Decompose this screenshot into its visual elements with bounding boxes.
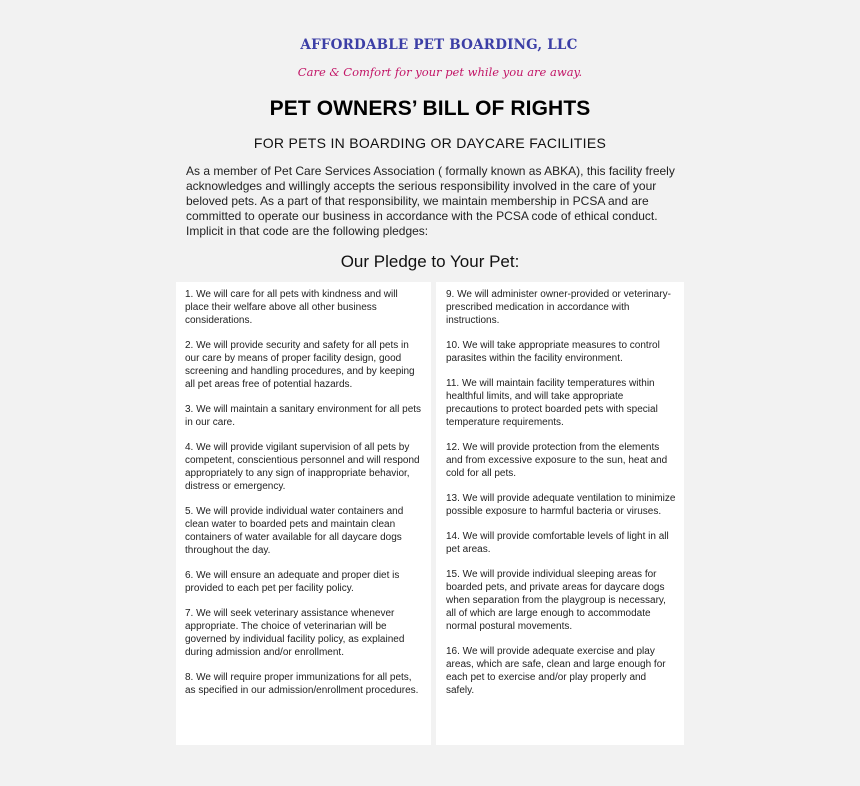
pledge-column-left bbox=[176, 282, 431, 745]
pledge-item: 11. We will maintain facility temperatures within healthful limits, and will take appropriate precautions to protect boarded pets with special temperature requirements. bbox=[446, 378, 658, 428]
pledge-column-right bbox=[436, 282, 684, 745]
document-title: PET OWNERS’ BILL OF RIGHTS bbox=[269, 97, 591, 120]
pledge-item: 15. We will provide individual sleeping areas for boarded pets, and private areas for daycare dogs when separation from the playgroup is necessary, all of which are large enough to accommodate normal postural movements. bbox=[446, 569, 666, 632]
pledge-item: 16. We will provide adequate exercise and play areas, which are safe, clean and large enough for each pet to exercise and/or play properly and safely. bbox=[446, 646, 666, 696]
pledge-item: 6. We will ensure an adequate and proper diet is provided to each pet per facility policy. bbox=[185, 570, 400, 594]
pledge-item: 9. We will administer owner-provided or veterinary-prescribed medication in accordance with instructions. bbox=[446, 289, 671, 326]
pledge-item: 8. We will require proper immunizations for all pets, as specified in our admission/enrollment procedures. bbox=[185, 672, 419, 696]
pledge-item: 10. We will take appropriate measures to control parasites within the facility environment. bbox=[446, 340, 660, 364]
pledge-item: 1. We will care for all pets with kindness and will place their welfare above all other business considerations. bbox=[185, 289, 398, 326]
pledge-heading: Our Pledge to Your Pet: bbox=[340, 252, 520, 271]
pledge-item: 3. We will maintain a sanitary environment for all pets in our care. bbox=[185, 404, 422, 428]
pledge-item: 12. We will provide protection from the elements and from excessive exposure to the sun, heat and cold for all pets. bbox=[446, 442, 668, 479]
pledge-item: 4. We will provide vigilant supervision of all pets by competent, conscientious personnel and will respond appropriately to any sign of inappropriate behavior, distress or emergency. bbox=[185, 442, 420, 492]
intro-paragraph: As a member of Pet Care Services Association ( formally known as ABKA), this facility freely acknowledges and willingly accepts the serious responsibility involved in the care of your beloved pets. As a part of that responsibility, we maintain membership in PCSA and are committed to operate our business in accordance with the PCSA code of ethical conduct. Implicit in that code are the following pledges: bbox=[186, 164, 675, 238]
company-name: AFFORDABLE PET BOARDING, LLC bbox=[300, 37, 578, 53]
pledge-item: 13. We will provide adequate ventilation to minimize possible exposure to harmful bacteria or viruses. bbox=[446, 493, 676, 517]
company-tagline: Care & Comfort for your pet while you are away. bbox=[297, 65, 583, 79]
pledge-item: 7. We will seek veterinary assistance whenever appropriate. The choice of veterinarian will be governed by individual facility policy, as explained during admission and/or enrollment. bbox=[185, 608, 405, 658]
pledge-item: 2. We will provide security and safety for all pets in our care by means of proper facility design, good screening and handling procedures, and by keeping all pet areas free of potential hazards. bbox=[185, 340, 415, 390]
pledge-item: 14. We will provide comfortable levels of light in all pet areas. bbox=[446, 531, 669, 555]
document-subtitle: FOR PETS IN BOARDING OR DAYCARE FACILITIES bbox=[253, 135, 607, 151]
pledge-item: 5. We will provide individual water containers and clean water to boarded pets and maintain clean containers of water available for all daycare dogs throughout the day. bbox=[185, 506, 404, 556]
